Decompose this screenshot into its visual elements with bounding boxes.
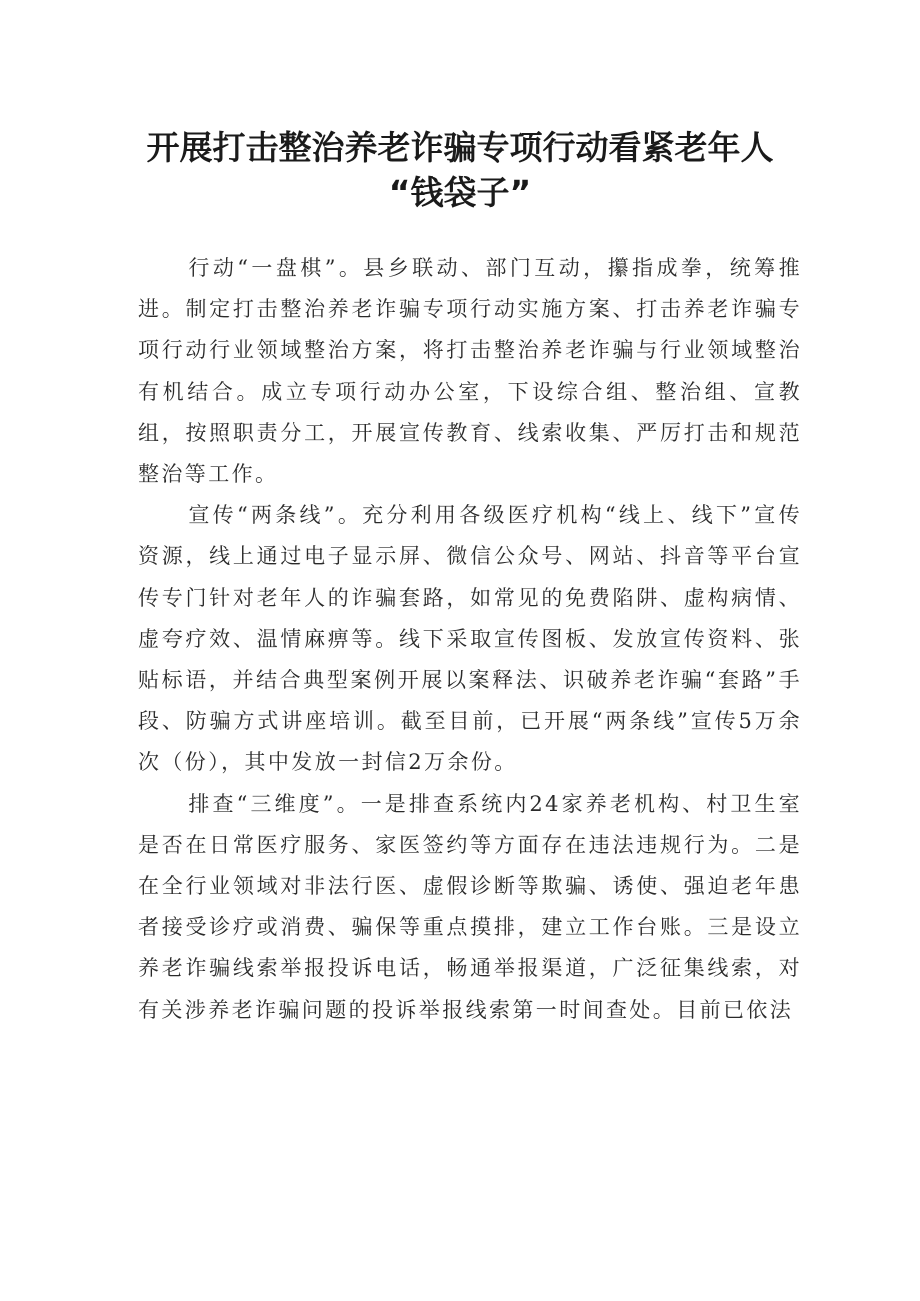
- document-body: [138, 248, 802, 1031]
- paragraph-investigation: 排查“三维度”。一是排查系统内24家养老机构、村卫生室是否在日常医疗服务、家医签约等方面存在违法违规行为。二是在全行业领域对非法行医、虚假诊断等欺骗、诱使、强迫老年患者接受诊疗或消费、骗保等重点摸排，建立工作台账。三是设立养老诈骗线索举报投诉电话，畅通举报渠道，广泛征集线索，对有关涉养老诈骗问题的投诉举报线索第一时间查处。目前已依法: [138, 791, 802, 1022]
- document-title-line-1: 开展打击整治养老诈骗专项行动看紧老年人: [146, 128, 774, 167]
- paragraph-publicity: 宣传“两条线”。充分利用各级医疗机构“线上、线下”宣传资源，线上通过电子显示屏、微信公众号、网站、抖音等平台宣传专门针对老年人的诈骗套路，如常见的免费陷阱、虚构病情、虚夸疗效、温情麻痹等。线下采取宣传图板、发放宣传资料、张贴标语，并结合典型案例开展以案释法、识破养老诈骗“套路”手段、防骗方式讲座培训。截至目前，已开展“两条线”宣传5万余次（份），其中发放一封信2万余份。: [138, 503, 802, 775]
- paragraph-action: 行动“一盘棋”。县乡联动、部门互动，攥指成拳，统筹推进。制定打击整治养老诈骗专项行动实施方案、打击养老诈骗专项行动行业领域整治方案，将打击整治养老诈骗与行业领域整治有机结合。成立专项行动办公室，下设综合组、整治组、宣教组，按照职责分工，开展宣传教育、线索收集、严厉打击和规范整治等工作。: [138, 256, 802, 487]
- document-title-line-2: “钱袋子”: [388, 173, 532, 212]
